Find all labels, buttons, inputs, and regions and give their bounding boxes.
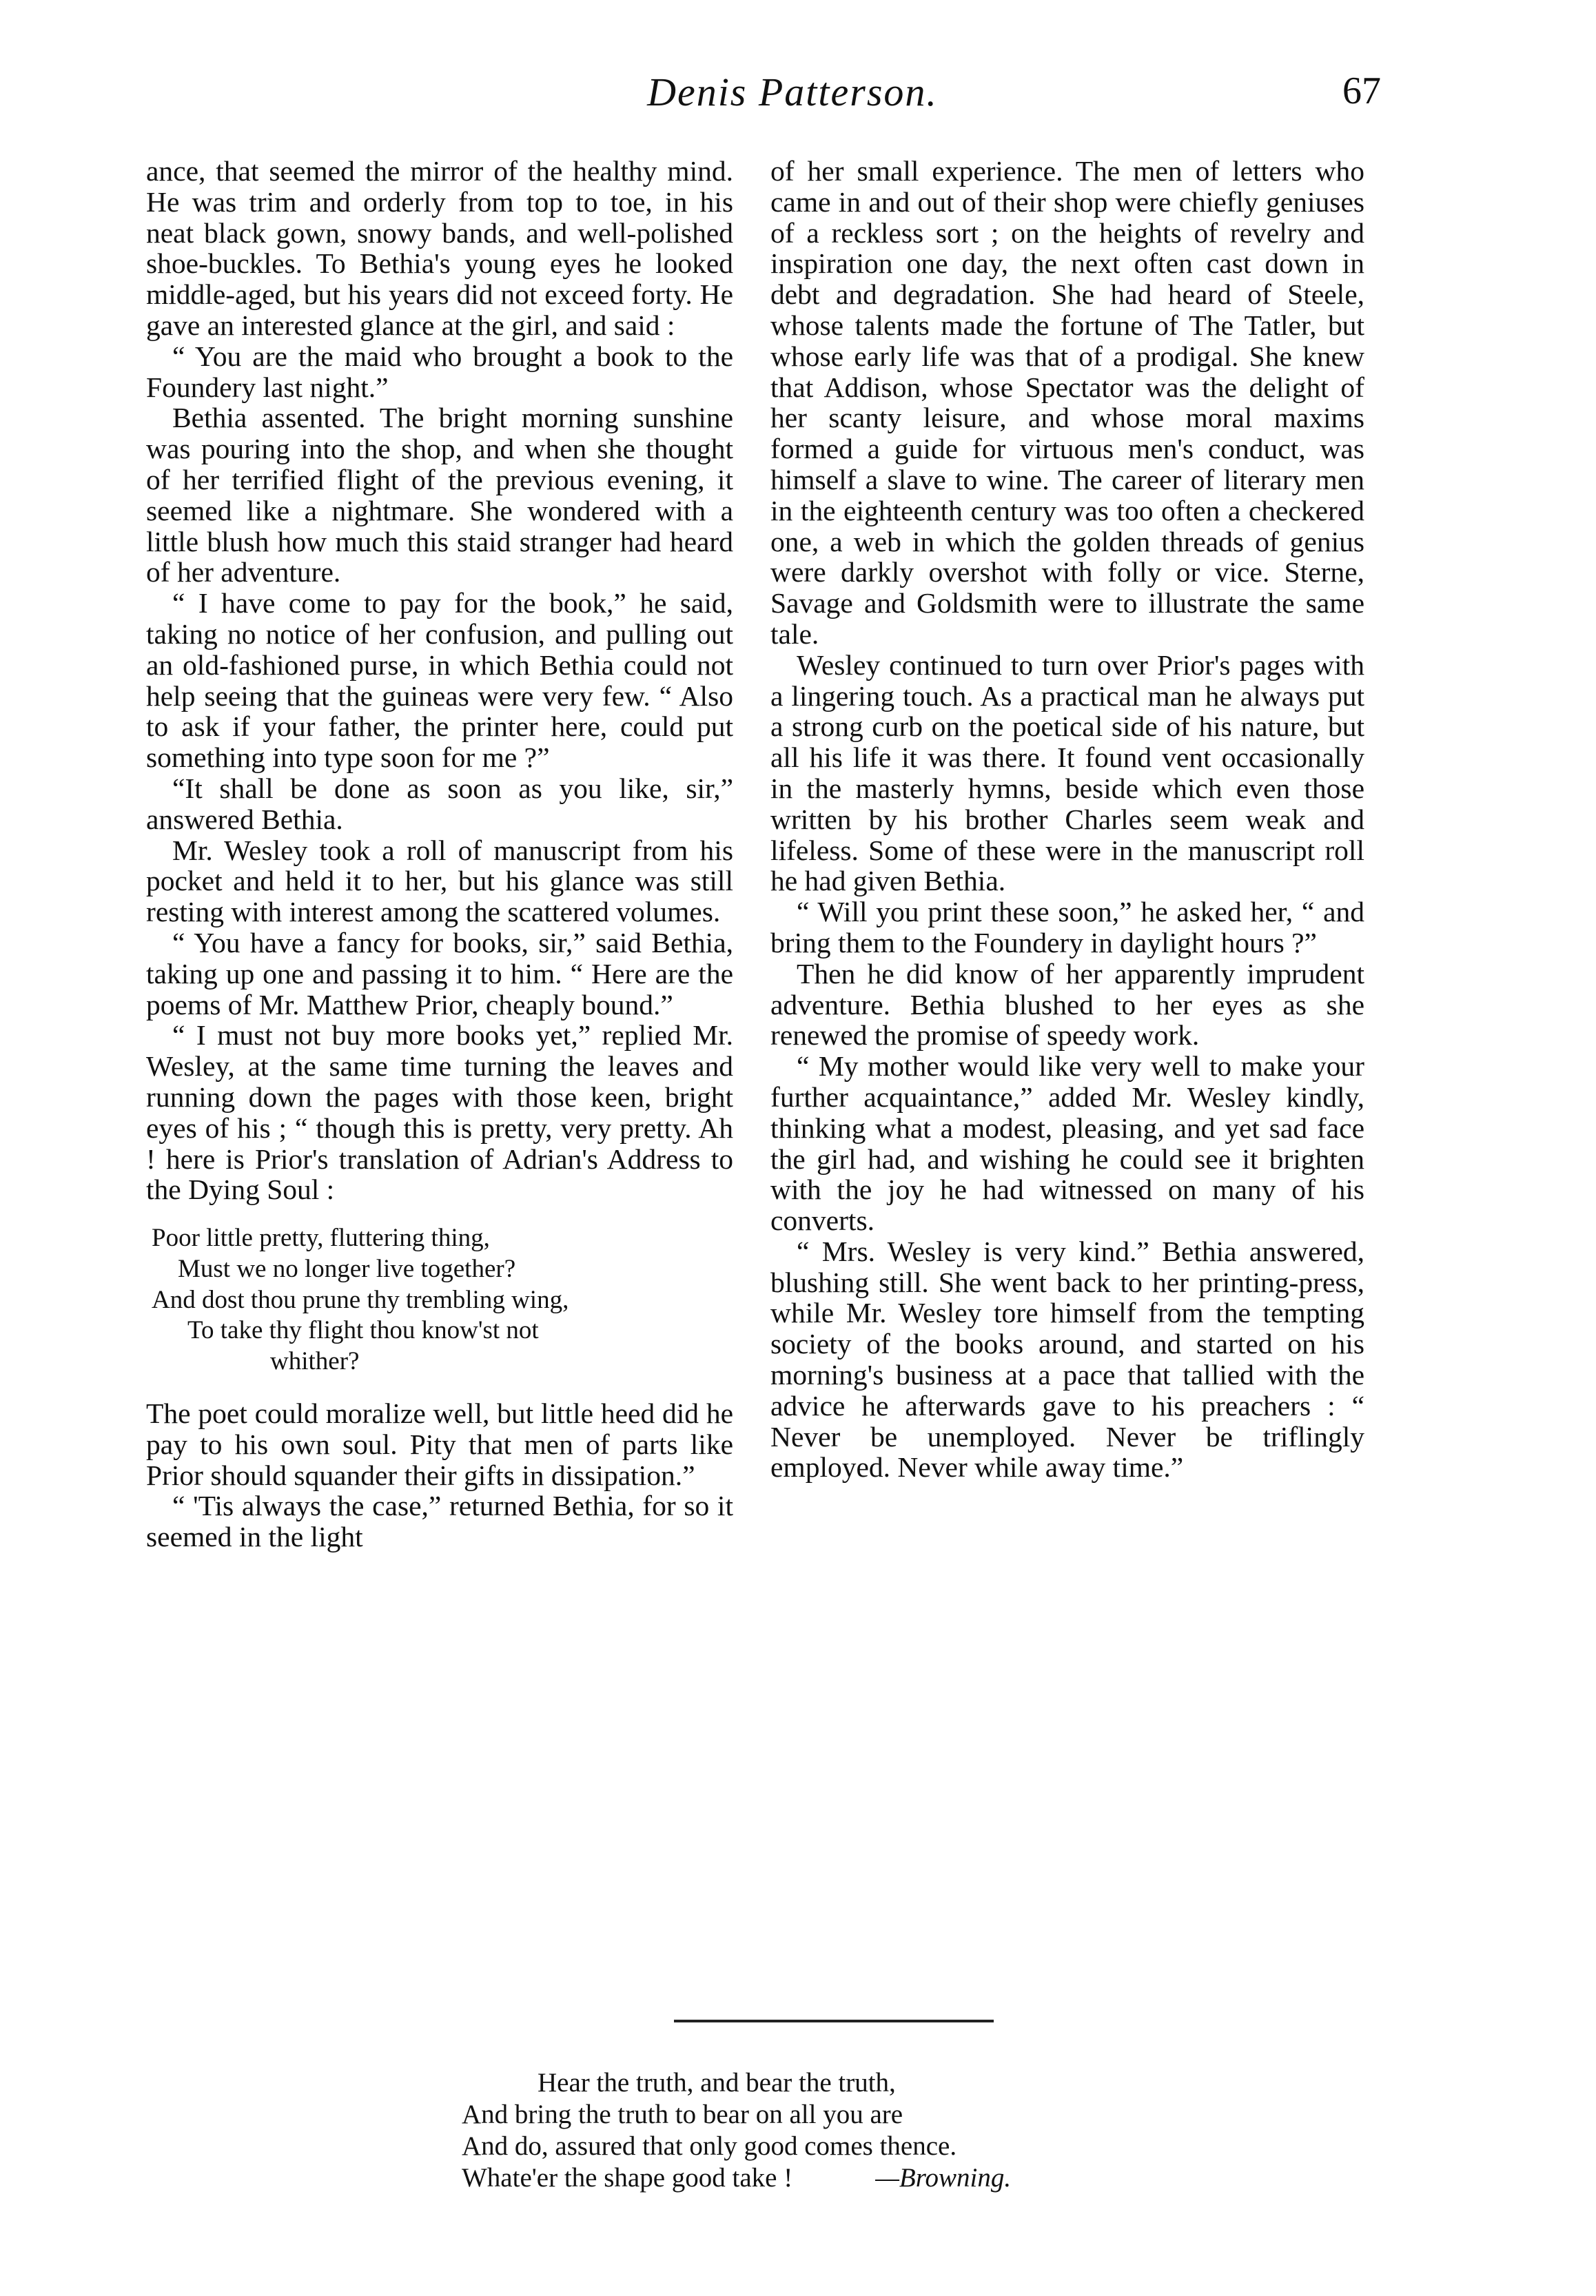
epigraph-last-line (462, 2162, 1289, 2194)
paragraph: “ Mrs. Wesley is very kind.” Bethia answered, blushing still. She went back to her printing-press, while Mr. Wesley tore himself from the tempting society of the books around, and started on his morning's business at a pace that tallied with the advice he afterwards gave to his preachers : “ Never be unemployed. Never be triflingly employed. Never while away time.” (770, 1235, 1364, 1484)
epigraph-line: Hear the truth, and bear the truth, (538, 2068, 896, 2098)
poem-line: And dost thou prune thy trembling wing, (152, 1285, 569, 1314)
poem-quotation (152, 1223, 733, 1377)
poem-line: Must we no longer live together? (178, 1254, 516, 1283)
paragraph: ance, that seemed the mirror of the healthy mind. He was trim and orderly from top to toe, in his neat black gown, snowy bands, and well-polished shoe-buckles. To Bethia's young eyes he looked middle-aged, but his years did not exceed forty. He gave an interested glance at the girl, and said : (146, 155, 733, 341)
epigraph (462, 2067, 1289, 2194)
epigraph-line: And do, assured that only good comes thence. (462, 2131, 957, 2161)
paragraph: Bethia assented. The bright morning sunshine was pouring into the shop, and when she thought of her terrified flight of the previous evening, it seemed like a nightmare. She wondered with a little blush how much this staid stranger had heard of her adventure. (146, 402, 733, 588)
paragraph: “ My mother would like very well to make your further acquaintance,” added Mr. Wesley kindly, thinking what a modest, pleasing, and yet sad face the girl had, and wishing he could see it brighten with the joy he had witnessed on many of his converts. (770, 1050, 1364, 1237)
epigraph-line: Whate'er the shape good take ! (462, 2163, 793, 2193)
running-title: Denis Patterson. (647, 70, 938, 114)
epigraph-attribution: —Browning. (875, 2163, 1012, 2193)
paragraph: “ 'Tis always the case,” returned Bethia, for so it seemed in the light (146, 1490, 733, 1553)
epigraph-line: And bring the truth to bear on all you are (462, 2100, 903, 2129)
paragraph: of her small experience. The men of letters who came in and out of their shop were chiefly geniuses of a reckless sort ; on the heights of revelry and inspiration one day, the next often cast down in debt and degradation. She had heard of Steele, whose talents made the fortune of The Tatler, but whose early life was that of a prodigal. She knew that Addison, whose Spectator was the delight of her scanty leisure, and whose moral maxims formed a guide for virtuous men's conduct, was himself a slave to wine. The career of literary men in the eighteenth century was too often a checkered one, a web in which the golden threads of genius were darkly overshot with folly or vice. Sterne, Savage and Goldsmith were to illustrate the same tale. (770, 155, 1364, 650)
right-column (770, 156, 1364, 1483)
poem-line: whither? (270, 1347, 360, 1376)
paragraph: “ You are the maid who brought a book to the Foundery last night.” (146, 340, 733, 403)
paragraph: Mr. Wesley took a roll of manuscript from his pocket and held it to her, but his glance was still resting with interest among the scattered volumes. (146, 834, 733, 928)
paragraph: “It shall be done as soon as you like, sir,” answered Bethia. (146, 772, 733, 835)
paragraph: Then he did know of her apparently imprudent adventure. Bethia blushed to her eyes as she renewed the promise of speedy work. (770, 957, 1364, 1052)
poem-line: Poor little pretty, fluttering thing, (152, 1224, 490, 1253)
paragraph: “ Will you print these soon,” he asked her, “ and bring them to the Foundery in daylight hours ?” (770, 896, 1364, 959)
paragraph: “ I have come to pay for the book,” he said, taking no notice of her confusion, and pulling out an old-fashioned purse, in which Bethia could not help seeing that the guineas were very few. “ Also to ask if your father, the printer here, could put something into type soon for me ?” (146, 587, 733, 774)
paragraph: Wesley continued to turn over Prior's pages with a lingering touch. As a practical man he always put a strong curb on the poetical side of his nature, but all his life it was there. It found vent occasionally in the masterly hymns, beside which even those written by his brother Charles seem weak and lifeless. Some of these were in the manuscript roll he had given Bethia. (770, 648, 1364, 897)
poem-line: To take thy flight thou know'st not (187, 1316, 539, 1345)
left-column (146, 156, 733, 1552)
page-number: 67 (1342, 70, 1381, 112)
paragraph: “ You have a fancy for books, sir,” said Bethia, taking up one and passing it to him. “ Here are the poems of Mr. Matthew Prior, cheaply bound.” (146, 926, 733, 1021)
paragraph: The poet could moralize well, but little heed did he pay to his own soul. Pity that men of parts like Prior should squander their gifts in dissipation.” (146, 1397, 733, 1491)
section-divider (674, 2020, 994, 2022)
paragraph: “ I must not buy more books yet,” replied Mr. Wesley, at the same time turning the leaves and running down the pages with those keen, bright eyes of his ; “ though this is pretty, very pretty. Ah ! here is Prior's translation of Adrian's Address to the Dying Soul : (146, 1019, 733, 1206)
page-header (0, 69, 1596, 124)
